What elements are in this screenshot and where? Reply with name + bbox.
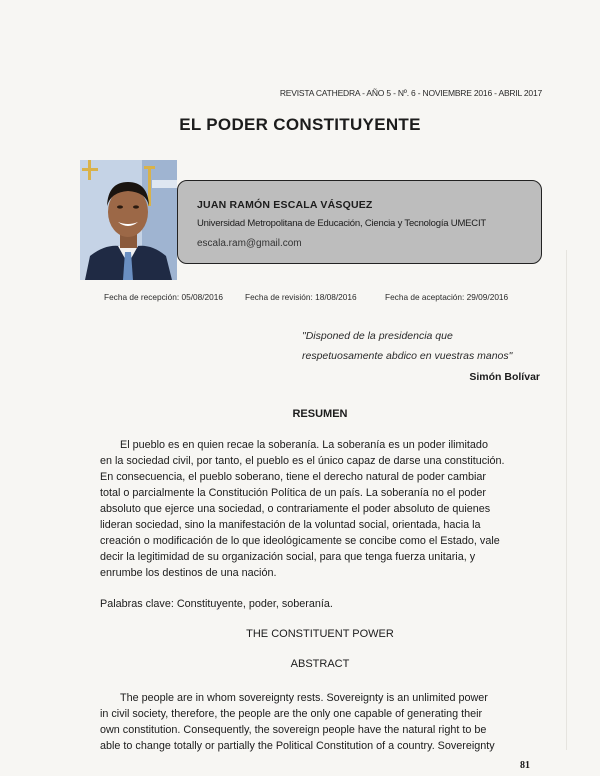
resumen-heading: RESUMEN [292,408,348,420]
resumen-line: lideran sociedad, sino la manifestación de la voluntad social, orientada, hacia la [100,519,481,531]
resumen-line: absoluto que ejerce una sociedad, o contrariamente el poder absoluto de quienes [100,503,491,515]
resumen-line: decir la legitimidad de su organización social, para que tenga fuerza unitaria, y [100,551,476,563]
epigraph-line-1: "Disponed de la presidencia que [302,330,453,342]
abstract-line: in civil society, therefore, the people are the only one capable of generating their [100,708,483,720]
keywords: Palabras clave: Constituyente, poder, soberanía. [100,598,333,610]
abstract-line: The people are in whom sovereignty rests. Sovereignty is an unlimited power [120,692,488,704]
abstract-line: own constitution. Consequently, the sovereign people have the natural right to be [100,724,487,736]
resumen-line: en la sociedad civil, por tanto, el pueblo es el único capaz de darse una constitución. [100,455,505,467]
page-number: 81 [520,760,530,771]
resumen-line: total o parcialmente la Constitución Política de un país. La soberanía no el poder [100,487,486,499]
author-affiliation: Universidad Metropolitana de Educación, Ciencia y Tecnología UMECIT [197,218,486,229]
resumen-line: enrumbe los destinos de una nación. [100,567,277,579]
journal-header: REVISTA CATHEDRA - AÑO 5 - Nº. 6 - NOVIEMBRE 2016 - ABRIL 2017 [279,88,542,98]
abstract-heading: ABSTRACT [290,658,350,670]
resumen-line: En consecuencia, el pueblo soberano, tiene el derecho natural de poder cambiar [100,471,486,483]
author-email[interactable]: escala.ram@gmail.com [197,238,302,249]
page-edge-shadow [566,250,567,750]
abstract-line: able to change totally or partially the Political Constitution of a country. Sovereignty [100,740,495,752]
date-received: Fecha de recepción: 05/08/2016 [104,292,224,302]
english-title: THE CONSTITUENT POWER [246,628,394,640]
date-revised: Fecha de revisión: 18/08/2016 [245,292,357,302]
resumen-line: creación o modificación de lo que ideológicamente se concibe como el Estado, vale [100,535,500,547]
author-photo [80,160,177,280]
epigraph-author: Simón Bolívar [469,371,540,383]
resumen-line: El pueblo es en quien recae la soberanía. La soberanía es un poder ilimitado [120,439,488,451]
abstract-paragraph [100,690,518,754]
author-portrait-image [80,160,177,280]
article-title: EL PODER CONSTITUYENTE [179,115,421,134]
epigraph-line-2: respetuosamente abdico en vuestras manos" [302,350,513,362]
author-name: JUAN RAMÓN ESCALA VÁSQUEZ [197,199,373,211]
date-accepted: Fecha de aceptación: 29/09/2016 [385,292,509,302]
resumen-paragraph [100,437,518,581]
